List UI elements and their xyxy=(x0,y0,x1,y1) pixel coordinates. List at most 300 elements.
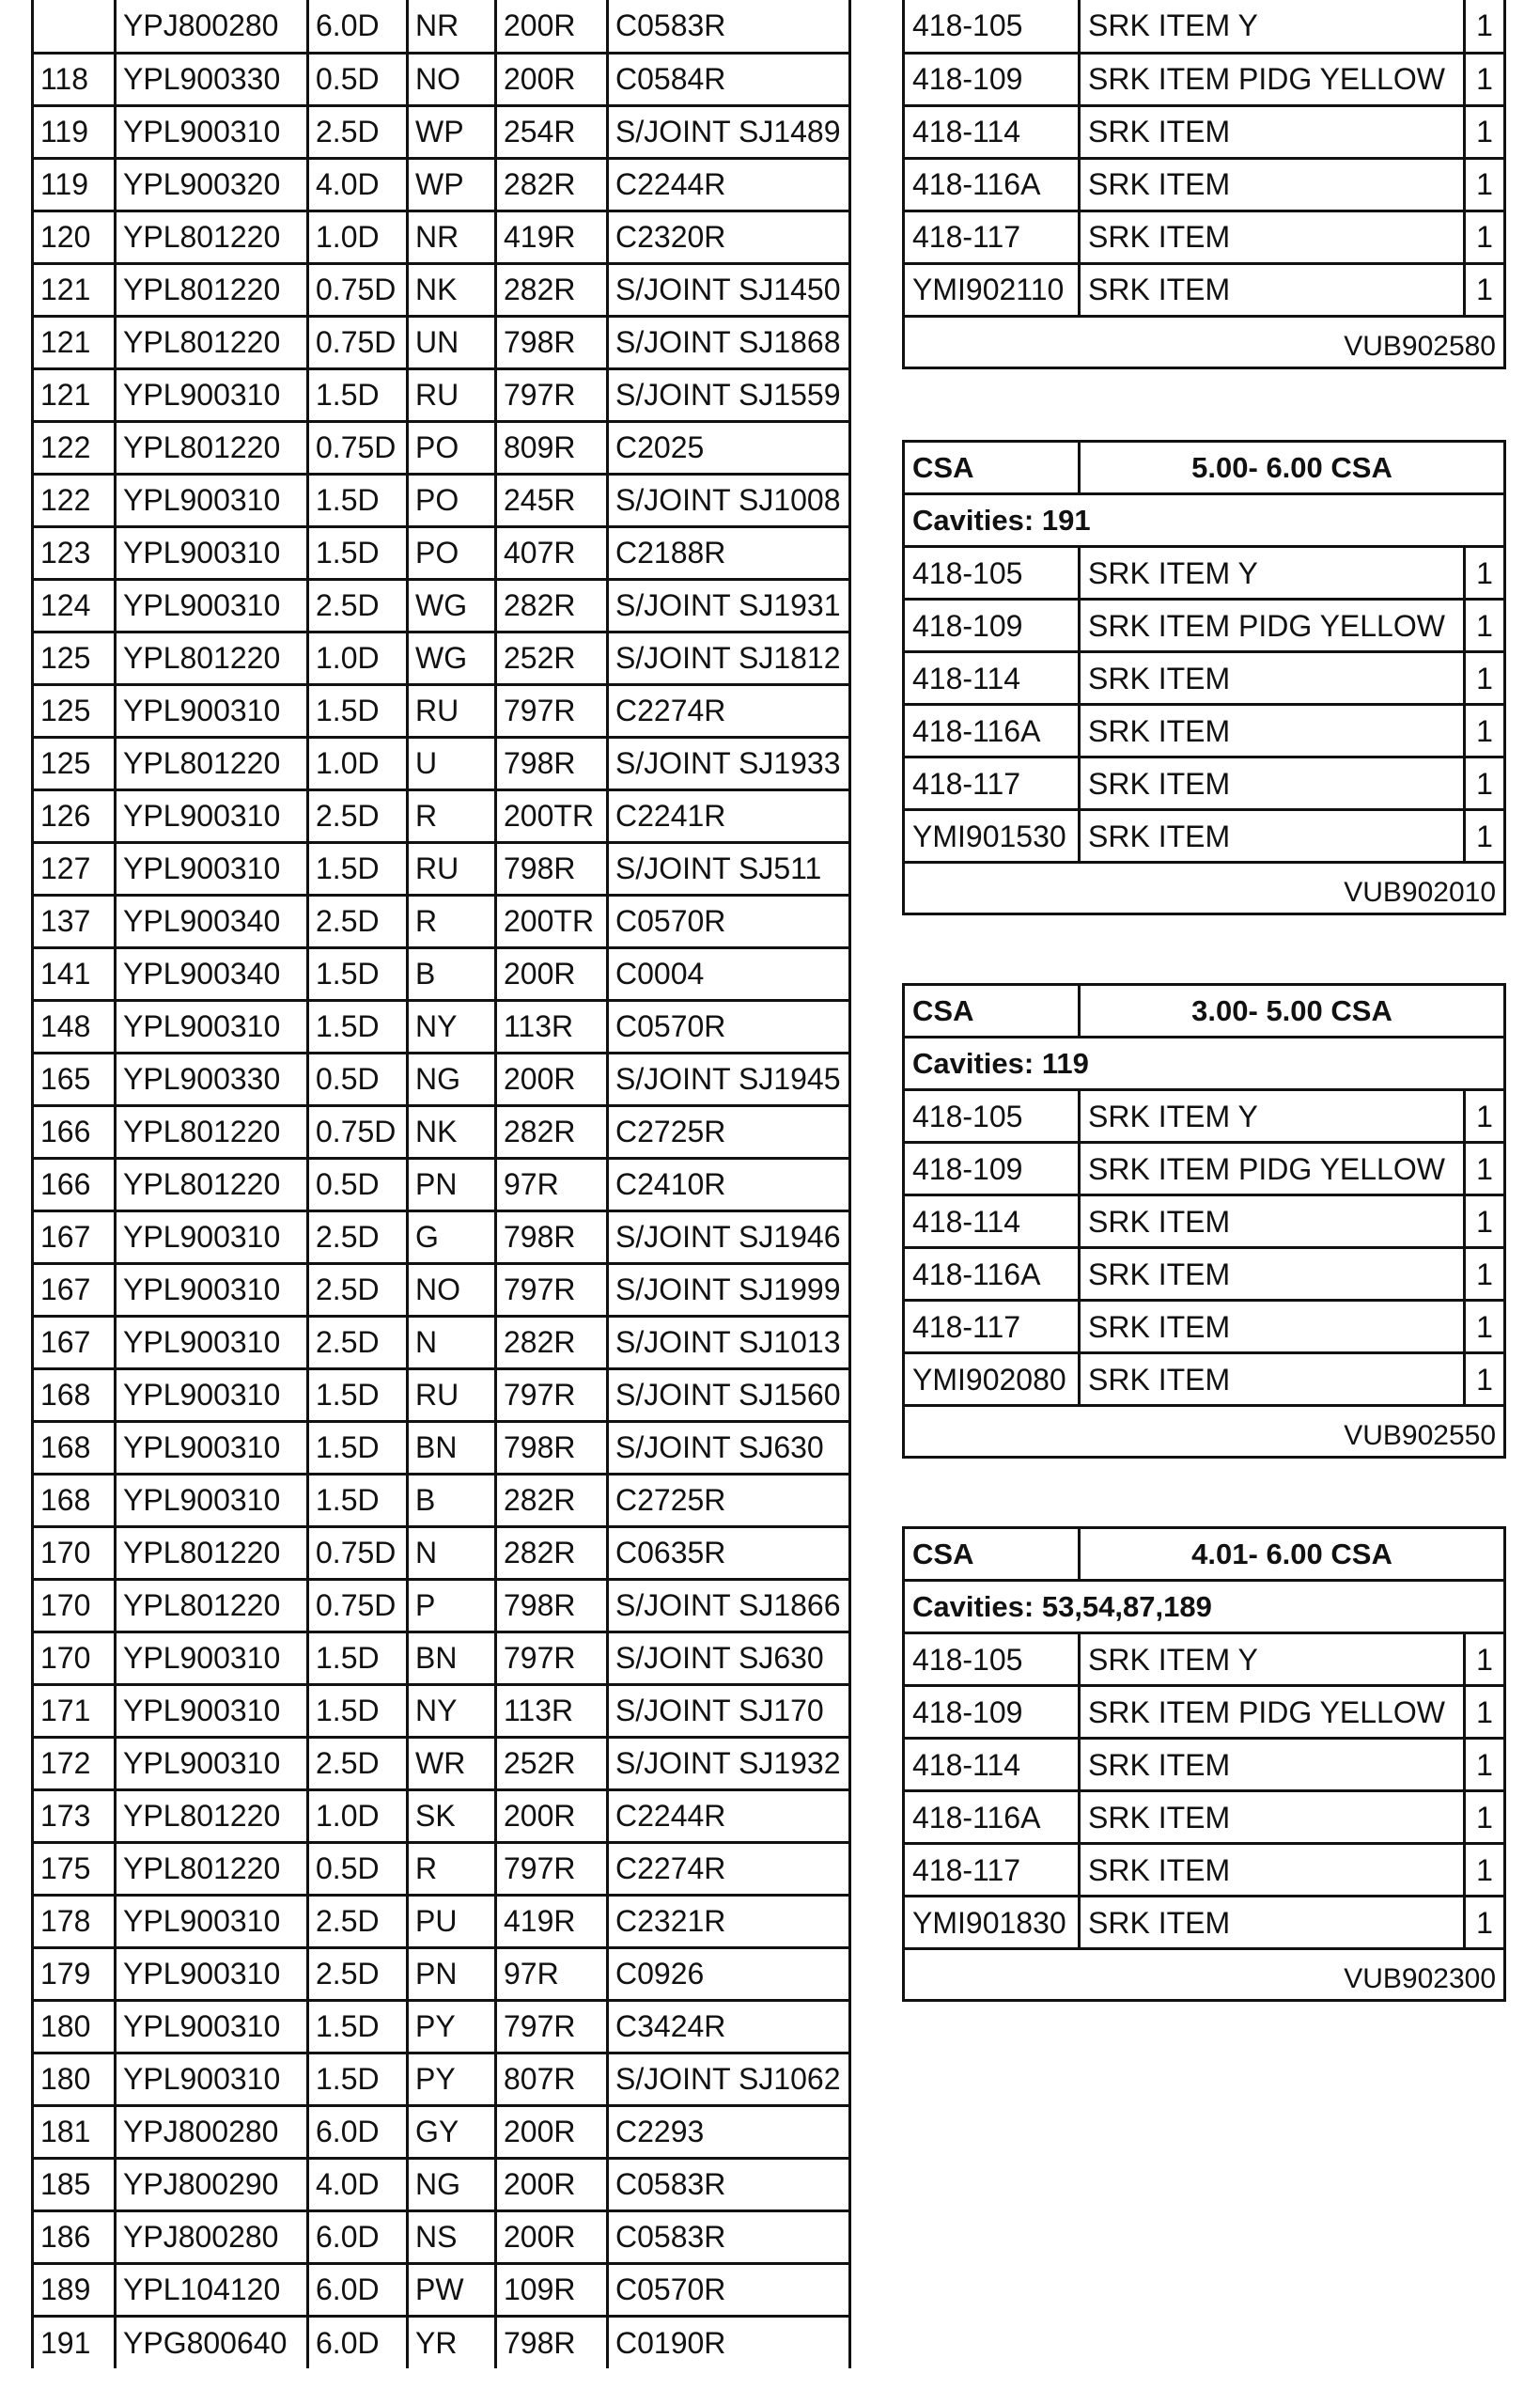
connection-cell: C0190R xyxy=(608,2316,850,2368)
connection-cell: S/JOINT SJ1932 xyxy=(608,1737,850,1789)
length-cell: 798R xyxy=(496,842,608,895)
list-item xyxy=(904,105,1505,158)
table-row xyxy=(33,2105,850,2158)
cavity-cell: 175 xyxy=(33,1842,116,1895)
list-item xyxy=(904,1897,1505,1949)
wire-size-cell: 0.75D xyxy=(308,1579,408,1632)
wire-size-cell: 2.5D xyxy=(308,1737,408,1789)
length-cell: 113R xyxy=(496,1000,608,1053)
length-cell: 200R xyxy=(496,2105,608,2158)
table-row xyxy=(33,1105,850,1158)
item-quantity-cell: 1 xyxy=(1465,1844,1505,1897)
wire-size-cell: 1.5D xyxy=(308,2000,408,2053)
wire-size-cell: 0.75D xyxy=(308,316,408,368)
list-item xyxy=(904,1301,1505,1353)
item-part-cell: YMI902080 xyxy=(904,1353,1080,1406)
part-number-cell: YPL900310 xyxy=(116,2000,308,2053)
connection-cell: C2725R xyxy=(608,1474,850,1526)
item-part-cell: 418-105 xyxy=(904,547,1080,600)
csa-range: 3.00- 5.00 CSA xyxy=(1080,985,1505,1038)
part-number-cell: YPL900330 xyxy=(116,53,308,105)
item-quantity-cell: 1 xyxy=(1465,211,1505,263)
wire-size-cell: 6.0D xyxy=(308,2210,408,2263)
connection-cell: C0570R xyxy=(608,2263,850,2316)
table-row xyxy=(33,263,850,316)
list-item xyxy=(904,547,1505,600)
item-quantity-cell: 1 xyxy=(1465,1353,1505,1406)
item-description-cell: SRK ITEM xyxy=(1080,211,1465,263)
block-reference-code: VUB902550 xyxy=(904,1406,1505,1458)
cavity-cell: 125 xyxy=(33,632,116,684)
wire-color-cell: PW xyxy=(408,2263,496,2316)
table-row xyxy=(33,1947,850,2000)
table-row xyxy=(33,2000,850,2053)
wire-color-cell: RU xyxy=(408,842,496,895)
wire-color-cell: NO xyxy=(408,53,496,105)
item-quantity-cell: 1 xyxy=(1465,547,1505,600)
item-part-cell: YMI901830 xyxy=(904,1897,1080,1949)
part-number-cell: YPJ800280 xyxy=(116,0,308,53)
item-quantity-cell: 1 xyxy=(1465,705,1505,757)
part-number-cell: YPL900310 xyxy=(116,1263,308,1316)
item-part-cell: 418-114 xyxy=(904,652,1080,705)
table-row xyxy=(33,789,850,842)
part-number-cell: YPL900310 xyxy=(116,789,308,842)
csa-block xyxy=(902,0,1506,369)
csa-range: 4.01- 6.00 CSA xyxy=(1080,1528,1505,1581)
connection-cell: S/JOINT SJ1450 xyxy=(608,263,850,316)
item-quantity-cell: 1 xyxy=(1465,600,1505,652)
wire-size-cell: 6.0D xyxy=(308,0,408,53)
item-quantity-cell: 1 xyxy=(1465,1143,1505,1195)
length-cell: 797R xyxy=(496,684,608,737)
part-number-cell: YPL801220 xyxy=(116,1158,308,1210)
cavities-label: Cavities: 53,54,87,189 xyxy=(904,1581,1505,1633)
cavity-cell: 165 xyxy=(33,1053,116,1105)
wire-size-cell: 0.5D xyxy=(308,53,408,105)
wire-color-cell: GY xyxy=(408,2105,496,2158)
connection-cell: C2725R xyxy=(608,1105,850,1158)
part-number-cell: YPL801220 xyxy=(116,1789,308,1842)
cavity-cell: 118 xyxy=(33,53,116,105)
item-part-cell: 418-105 xyxy=(904,0,1080,53)
part-number-cell: YPL801220 xyxy=(116,316,308,368)
connection-cell: S/JOINT SJ630 xyxy=(608,1421,850,1474)
item-description-cell: SRK ITEM PIDG YELLOW xyxy=(1080,1686,1465,1739)
cavities-label: Cavities: 119 xyxy=(904,1038,1505,1090)
part-number-cell: YPL900340 xyxy=(116,895,308,947)
wire-size-cell: 2.5D xyxy=(308,579,408,632)
table-row xyxy=(33,842,850,895)
csa-block xyxy=(902,1526,1506,2002)
table-row xyxy=(33,368,850,421)
list-item xyxy=(904,1686,1505,1739)
cavity-cell: 173 xyxy=(33,1789,116,1842)
part-number-cell: YPL801220 xyxy=(116,737,308,789)
list-item xyxy=(904,1353,1505,1406)
table-row xyxy=(33,1158,850,1210)
wire-color-cell: PY xyxy=(408,2000,496,2053)
cavities-row xyxy=(904,494,1505,547)
wire-color-cell: N xyxy=(408,1316,496,1368)
cavity-cell: 125 xyxy=(33,737,116,789)
wire-size-cell: 2.5D xyxy=(308,105,408,158)
connection-cell: C2274R xyxy=(608,684,850,737)
item-quantity-cell: 1 xyxy=(1465,263,1505,316)
wire-size-cell: 1.5D xyxy=(308,947,408,1000)
cavity-cell: 179 xyxy=(33,1947,116,2000)
length-cell: 798R xyxy=(496,316,608,368)
item-quantity-cell: 1 xyxy=(1465,1633,1505,1686)
list-item xyxy=(904,810,1505,863)
cavity-cell: 181 xyxy=(33,2105,116,2158)
item-quantity-cell: 1 xyxy=(1465,1301,1505,1353)
connection-cell: C2410R xyxy=(608,1158,850,1210)
wire-color-cell: UN xyxy=(408,316,496,368)
wire-size-cell: 2.5D xyxy=(308,1947,408,2000)
table-row xyxy=(33,947,850,1000)
table-row xyxy=(33,1421,850,1474)
wire-size-cell: 0.75D xyxy=(308,1105,408,1158)
list-item xyxy=(904,0,1505,53)
part-number-cell: YPG800640 xyxy=(116,2316,308,2368)
item-part-cell: YMI901530 xyxy=(904,810,1080,863)
cavity-cell: 127 xyxy=(33,842,116,895)
table-row xyxy=(33,105,850,158)
connection-cell: C2025 xyxy=(608,421,850,474)
item-quantity-cell: 1 xyxy=(1465,1739,1505,1791)
item-description-cell: SRK ITEM xyxy=(1080,105,1465,158)
connection-cell: S/JOINT SJ1946 xyxy=(608,1210,850,1263)
csa-header-row xyxy=(904,1528,1505,1581)
cavities-label: Cavities: 191 xyxy=(904,494,1505,547)
connection-cell: C2244R xyxy=(608,1789,850,1842)
connection-cell: C2188R xyxy=(608,526,850,579)
csa-label: CSA xyxy=(904,985,1080,1038)
table-row xyxy=(33,2210,850,2263)
cavity-cell: 119 xyxy=(33,105,116,158)
part-number-cell: YPL900310 xyxy=(116,526,308,579)
item-part-cell: 418-117 xyxy=(904,757,1080,810)
wire-size-cell: 6.0D xyxy=(308,2105,408,2158)
cavity-cell: 168 xyxy=(33,1421,116,1474)
wire-list-table xyxy=(31,0,851,2368)
table-row xyxy=(33,211,850,263)
table-row xyxy=(33,1053,850,1105)
length-cell: 200R xyxy=(496,53,608,105)
item-description-cell: SRK ITEM xyxy=(1080,1353,1465,1406)
length-cell: 798R xyxy=(496,1210,608,1263)
length-cell: 809R xyxy=(496,421,608,474)
list-item xyxy=(904,1090,1505,1143)
table-row xyxy=(33,2053,850,2105)
part-number-cell: YPL900340 xyxy=(116,947,308,1000)
item-quantity-cell: 1 xyxy=(1465,0,1505,53)
wire-color-cell: RU xyxy=(408,1368,496,1421)
wire-size-cell: 1.5D xyxy=(308,368,408,421)
connection-cell: C2241R xyxy=(608,789,850,842)
wire-color-cell: R xyxy=(408,1842,496,1895)
part-number-cell: YPL801220 xyxy=(116,1526,308,1579)
list-item xyxy=(904,1791,1505,1844)
wire-color-cell: WG xyxy=(408,632,496,684)
list-item xyxy=(904,1739,1505,1791)
wire-size-cell: 1.5D xyxy=(308,684,408,737)
item-part-cell: 418-116A xyxy=(904,705,1080,757)
item-description-cell: SRK ITEM xyxy=(1080,158,1465,211)
length-cell: 200R xyxy=(496,947,608,1000)
part-number-cell: YPL801220 xyxy=(116,421,308,474)
length-cell: 252R xyxy=(496,632,608,684)
csa-header-row xyxy=(904,985,1505,1038)
length-cell: 282R xyxy=(496,579,608,632)
length-cell: 797R xyxy=(496,2000,608,2053)
table-row xyxy=(33,1263,850,1316)
table-row xyxy=(33,158,850,211)
part-number-cell: YPL900310 xyxy=(116,1947,308,2000)
cavity-cell: 168 xyxy=(33,1368,116,1421)
item-description-cell: SRK ITEM xyxy=(1080,1195,1465,1248)
part-number-cell: YPL801220 xyxy=(116,211,308,263)
part-number-cell: YPL900310 xyxy=(116,579,308,632)
item-quantity-cell: 1 xyxy=(1465,652,1505,705)
length-cell: 407R xyxy=(496,526,608,579)
item-part-cell: 418-105 xyxy=(904,1633,1080,1686)
wire-color-cell: WG xyxy=(408,579,496,632)
part-number-cell: YPL104120 xyxy=(116,2263,308,2316)
table-row xyxy=(33,1000,850,1053)
part-number-cell: YPL801220 xyxy=(116,1579,308,1632)
table-row xyxy=(33,1526,850,1579)
wire-size-cell: 6.0D xyxy=(308,2263,408,2316)
connection-cell: S/JOINT SJ1868 xyxy=(608,316,850,368)
part-number-cell: YPL900310 xyxy=(116,2053,308,2105)
part-number-cell: YPJ800280 xyxy=(116,2105,308,2158)
table-row xyxy=(33,526,850,579)
cavity-cell: 121 xyxy=(33,368,116,421)
wire-size-cell: 1.5D xyxy=(308,1474,408,1526)
length-cell: 798R xyxy=(496,2316,608,2368)
connection-cell: C0583R xyxy=(608,2158,850,2210)
length-cell: 200R xyxy=(496,1053,608,1105)
wire-color-cell: NK xyxy=(408,263,496,316)
wire-color-cell: WP xyxy=(408,105,496,158)
part-number-cell: YPL900310 xyxy=(116,1474,308,1526)
connection-cell: C0926 xyxy=(608,1947,850,2000)
cavity-cell: 170 xyxy=(33,1632,116,1684)
cavity-cell: 122 xyxy=(33,421,116,474)
wire-size-cell: 0.75D xyxy=(308,421,408,474)
item-quantity-cell: 1 xyxy=(1465,1195,1505,1248)
connection-cell: S/JOINT SJ1489 xyxy=(608,105,850,158)
length-cell: 797R xyxy=(496,1368,608,1421)
wire-size-cell: 1.5D xyxy=(308,2053,408,2105)
wire-color-cell: PN xyxy=(408,1947,496,2000)
length-cell: 97R xyxy=(496,1158,608,1210)
wire-list-body xyxy=(33,0,850,2368)
cavities-row xyxy=(904,1581,1505,1633)
cavity-cell xyxy=(33,0,116,53)
table-row xyxy=(33,0,850,53)
item-description-cell: SRK ITEM Y xyxy=(1080,547,1465,600)
length-cell: 797R xyxy=(496,1842,608,1895)
connection-cell: S/JOINT SJ1866 xyxy=(608,1579,850,1632)
item-quantity-cell: 1 xyxy=(1465,1248,1505,1301)
part-number-cell: YPL900310 xyxy=(116,684,308,737)
wire-color-cell: R xyxy=(408,895,496,947)
length-cell: 798R xyxy=(496,737,608,789)
wire-size-cell: 1.5D xyxy=(308,1368,408,1421)
list-item xyxy=(904,600,1505,652)
wire-color-cell: PO xyxy=(408,474,496,526)
item-quantity-cell: 1 xyxy=(1465,105,1505,158)
table-row xyxy=(33,474,850,526)
item-part-cell: YMI902110 xyxy=(904,263,1080,316)
cavity-cell: 170 xyxy=(33,1579,116,1632)
connection-cell: C0570R xyxy=(608,1000,850,1053)
part-number-cell: YPL900310 xyxy=(116,105,308,158)
item-quantity-cell: 1 xyxy=(1465,53,1505,105)
item-description-cell: SRK ITEM Y xyxy=(1080,0,1465,53)
table-row xyxy=(33,1368,850,1421)
cavity-cell: 170 xyxy=(33,1526,116,1579)
part-number-cell: YPL900310 xyxy=(116,1684,308,1737)
length-cell: 113R xyxy=(496,1684,608,1737)
item-description-cell: SRK ITEM PIDG YELLOW xyxy=(1080,53,1465,105)
length-cell: 254R xyxy=(496,105,608,158)
csa-block xyxy=(902,983,1506,1459)
wire-color-cell: NR xyxy=(408,211,496,263)
length-cell: 797R xyxy=(496,1632,608,1684)
length-cell: 282R xyxy=(496,1316,608,1368)
table-row xyxy=(33,895,850,947)
wire-size-cell: 1.0D xyxy=(308,211,408,263)
list-item xyxy=(904,1633,1505,1686)
wire-color-cell: PO xyxy=(408,526,496,579)
connection-cell: S/JOINT SJ1013 xyxy=(608,1316,850,1368)
connection-cell: C2274R xyxy=(608,1842,850,1895)
wire-color-cell: N xyxy=(408,1526,496,1579)
length-cell: 419R xyxy=(496,1895,608,1947)
item-quantity-cell: 1 xyxy=(1465,1791,1505,1844)
connection-cell: C0004 xyxy=(608,947,850,1000)
length-cell: 797R xyxy=(496,1263,608,1316)
part-number-cell: YPL900310 xyxy=(116,842,308,895)
table-row xyxy=(33,632,850,684)
wire-color-cell: SK xyxy=(408,1789,496,1842)
table-row xyxy=(33,2158,850,2210)
part-number-cell: YPL801220 xyxy=(116,263,308,316)
wire-color-cell: NS xyxy=(408,2210,496,2263)
item-quantity-cell: 1 xyxy=(1465,1090,1505,1143)
connection-cell: C0570R xyxy=(608,895,850,947)
connection-cell: C0583R xyxy=(608,0,850,53)
wire-color-cell: B xyxy=(408,1474,496,1526)
wire-size-cell: 1.0D xyxy=(308,632,408,684)
wire-color-cell: PY xyxy=(408,2053,496,2105)
connection-cell: C0584R xyxy=(608,53,850,105)
cavity-cell: 125 xyxy=(33,684,116,737)
list-item xyxy=(904,158,1505,211)
cavity-cell: 167 xyxy=(33,1263,116,1316)
part-number-cell: YPL801220 xyxy=(116,632,308,684)
item-quantity-cell: 1 xyxy=(1465,1897,1505,1949)
length-cell: 282R xyxy=(496,1526,608,1579)
wire-color-cell: G xyxy=(408,1210,496,1263)
cavity-cell: 189 xyxy=(33,2263,116,2316)
wire-size-cell: 2.5D xyxy=(308,1263,408,1316)
wire-size-cell: 0.75D xyxy=(308,263,408,316)
wire-size-cell: 1.0D xyxy=(308,1789,408,1842)
cavity-cell: 121 xyxy=(33,263,116,316)
wire-size-cell: 1.5D xyxy=(308,526,408,579)
item-description-cell: SRK ITEM xyxy=(1080,1897,1465,1949)
connection-cell: S/JOINT SJ1560 xyxy=(608,1368,850,1421)
wire-size-cell: 0.5D xyxy=(308,1842,408,1895)
part-number-cell: YPL900310 xyxy=(116,1421,308,1474)
length-cell: 109R xyxy=(496,2263,608,2316)
item-part-cell: 418-117 xyxy=(904,1301,1080,1353)
wire-color-cell: PO xyxy=(408,421,496,474)
wire-size-cell: 1.0D xyxy=(308,737,408,789)
wire-size-cell: 4.0D xyxy=(308,2158,408,2210)
table-row xyxy=(33,1895,850,1947)
item-description-cell: SRK ITEM xyxy=(1080,1844,1465,1897)
wire-color-cell: NK xyxy=(408,1105,496,1158)
item-description-cell: SRK ITEM xyxy=(1080,1248,1465,1301)
csa-label: CSA xyxy=(904,1528,1080,1581)
cavity-cell: 180 xyxy=(33,2000,116,2053)
length-cell: 252R xyxy=(496,1737,608,1789)
item-part-cell: 418-105 xyxy=(904,1090,1080,1143)
item-description-cell: SRK ITEM xyxy=(1080,652,1465,705)
table-row xyxy=(33,1789,850,1842)
list-item xyxy=(904,211,1505,263)
table-row xyxy=(33,316,850,368)
item-part-cell: 418-116A xyxy=(904,1248,1080,1301)
list-item xyxy=(904,757,1505,810)
cavity-cell: 167 xyxy=(33,1316,116,1368)
connection-cell: C0583R xyxy=(608,2210,850,2263)
list-item xyxy=(904,1248,1505,1301)
item-part-cell: 418-116A xyxy=(904,158,1080,211)
list-item xyxy=(904,1195,1505,1248)
item-description-cell: SRK ITEM xyxy=(1080,1301,1465,1353)
connection-cell: C2244R xyxy=(608,158,850,211)
item-description-cell: SRK ITEM xyxy=(1080,1791,1465,1844)
wire-color-cell: YR xyxy=(408,2316,496,2368)
table-row xyxy=(33,2263,850,2316)
length-cell: 200TR xyxy=(496,895,608,947)
connection-cell: C0635R xyxy=(608,1526,850,1579)
length-cell: 798R xyxy=(496,1421,608,1474)
connection-cell: S/JOINT SJ1008 xyxy=(608,474,850,526)
cavity-cell: 172 xyxy=(33,1737,116,1789)
table-row xyxy=(33,1316,850,1368)
wire-color-cell: U xyxy=(408,737,496,789)
cavity-cell: 186 xyxy=(33,2210,116,2263)
part-number-cell: YPL900310 xyxy=(116,474,308,526)
table-row xyxy=(33,1579,850,1632)
list-item xyxy=(904,652,1505,705)
wire-size-cell: 1.5D xyxy=(308,1000,408,1053)
item-part-cell: 418-114 xyxy=(904,105,1080,158)
item-quantity-cell: 1 xyxy=(1465,158,1505,211)
part-number-cell: YPL900310 xyxy=(116,1316,308,1368)
length-cell: 797R xyxy=(496,368,608,421)
item-quantity-cell: 1 xyxy=(1465,757,1505,810)
connection-cell: S/JOINT SJ1812 xyxy=(608,632,850,684)
